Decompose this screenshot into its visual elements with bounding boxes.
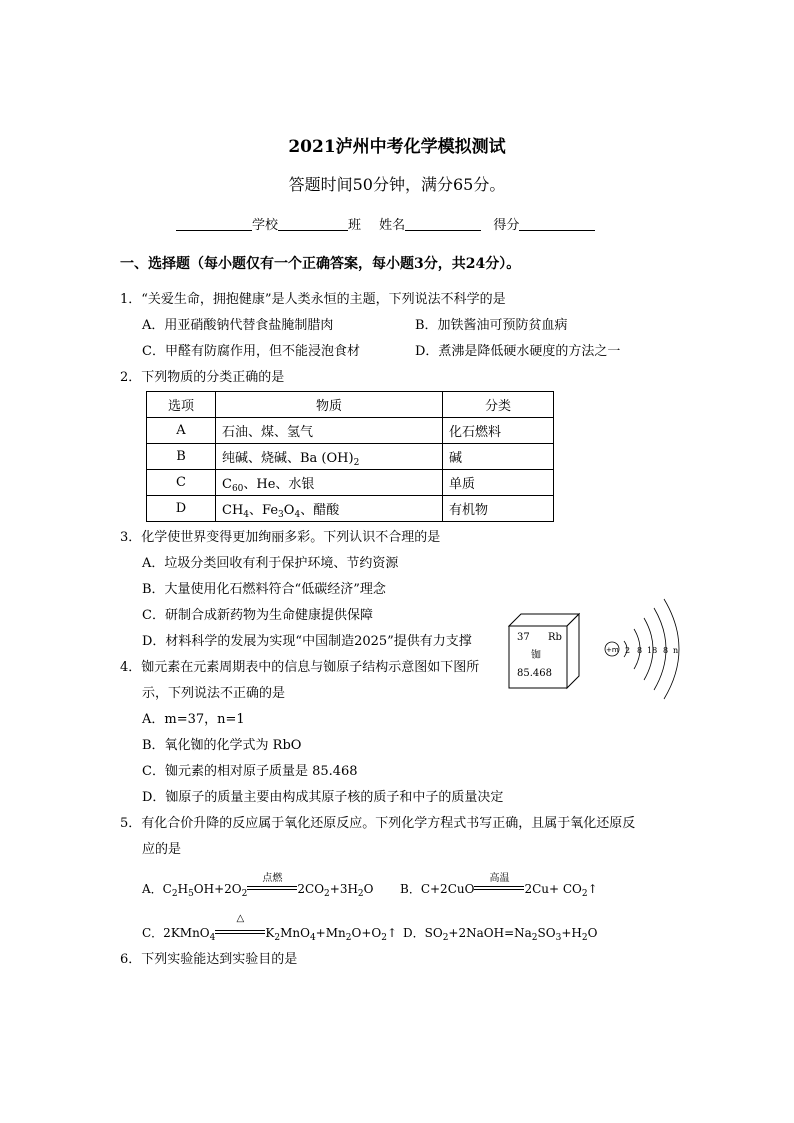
name-label: 姓名 bbox=[379, 218, 406, 233]
school-blank[interactable] bbox=[176, 217, 252, 231]
shell-2-count: 8 bbox=[637, 646, 643, 655]
q1-option-d: D．煮沸是降低硬水硬度的方法之一 bbox=[415, 344, 621, 359]
table-cell-substance: 纯碱、烧碱、Ba $(OH)_2$ bbox=[216, 444, 443, 470]
q3-option-d: D．材料科学的发展为实现“中国制造2025”提供有力支撑 bbox=[142, 634, 472, 649]
table-row bbox=[147, 418, 554, 444]
q5-option-c: C．2KMnO$_4$ △ $K_2MnO_4+Mn_2O+O_2↑$ bbox=[142, 913, 398, 943]
element-number: 37 bbox=[517, 632, 530, 643]
table-cell-option: C bbox=[147, 470, 216, 496]
name-blank[interactable] bbox=[405, 217, 481, 231]
table-cell-option: A bbox=[147, 418, 216, 444]
table-cell-category: 化石燃料 bbox=[443, 418, 554, 444]
student-info-fields bbox=[176, 214, 595, 233]
q3-option-b: B．大量使用化石燃料符合“低碳经济”理念 bbox=[142, 582, 386, 597]
q5-stem-line2: 应的是 bbox=[142, 842, 182, 857]
element-name: 铷 bbox=[531, 650, 541, 661]
class-blank[interactable] bbox=[278, 217, 348, 231]
reaction-arrow: △ bbox=[215, 925, 265, 937]
table-cell-substance: $CH_4$、$Fe_3O_4$、醋酸 bbox=[216, 496, 443, 522]
q1-option-c: C．甲醛有防腐作用，但不能浸泡食材 bbox=[142, 344, 360, 359]
table-row bbox=[147, 444, 554, 470]
element-symbol: Rb bbox=[548, 632, 562, 643]
q4-option-a: A．m=37，n=1 bbox=[142, 712, 245, 727]
q6-stem: 6．下列实验能达到实验目的是 bbox=[120, 952, 298, 967]
table-header-category: 分类 bbox=[443, 392, 554, 418]
q4-stem-line1: 4．铷元素在元素周期表中的信息与铷原子结构示意图如下图所 bbox=[120, 660, 480, 675]
shell-5-count: n bbox=[673, 646, 679, 655]
nucleus-label: +m bbox=[606, 646, 619, 654]
element-mass: 85.468 bbox=[517, 668, 552, 679]
table-header-row bbox=[147, 392, 554, 418]
table-cell-category: 单质 bbox=[443, 470, 554, 496]
table-row bbox=[147, 470, 554, 496]
table-header-option: 选项 bbox=[147, 392, 216, 418]
table-row bbox=[147, 496, 554, 522]
reaction-arrow: 高温 bbox=[474, 881, 524, 893]
table-cell-option: B bbox=[147, 444, 216, 470]
table-cell-substance: 石油、煤、氢气 bbox=[216, 418, 443, 444]
q4-stem-line2: 示，下列说法不正确的是 bbox=[142, 686, 286, 701]
shell-3-count: 18 bbox=[647, 646, 658, 655]
q4-option-b: B．氧化铷的化学式为 RbO bbox=[142, 738, 302, 753]
page-title: 2021泸州中考化学模拟测试 bbox=[288, 137, 506, 157]
classification-table bbox=[146, 391, 554, 522]
q1-stem: 1．“关爱生命，拥抱健康”是人类永恒的主题，下列说法不科学的是 bbox=[120, 292, 506, 307]
score-label: 得分 bbox=[493, 218, 520, 233]
q3-option-a: A．垃圾分类回收有利于保护环境、节约资源 bbox=[142, 556, 399, 571]
reaction-arrow: 点燃 bbox=[247, 881, 297, 893]
class-label: 班 bbox=[348, 218, 362, 233]
q1-option-a: A．用亚硝酸钠代替食盐腌制腊肉 bbox=[142, 318, 334, 333]
section-heading: 一、选择题（每小题仅有一个正确答案，每小题3分，共24分）。 bbox=[120, 256, 521, 272]
q5-stem-line1: 5．有化合价升降的反应属于氧化还原反应。下列化学方程式书写正确，且属于氧化还原反 bbox=[120, 816, 636, 831]
table-cell-category: 碱 bbox=[443, 444, 554, 470]
q3-stem: 3．化学使世界变得更加绚丽多彩。下列认识不合理的是 bbox=[120, 530, 441, 545]
q5-option-b: B．C+2CuO 高温 $2Cu+ CO_2↑$ bbox=[400, 873, 598, 899]
q4-option-d: D．铷原子的质量主要由构成其原子核的质子和中子的质量决定 bbox=[142, 790, 504, 805]
q3-option-c: C．研制合成新药物为生命健康提供保障 bbox=[142, 608, 373, 623]
table-header-substance: 物质 bbox=[216, 392, 443, 418]
table-cell-substance: $C_{60}$、He、水银 bbox=[216, 470, 443, 496]
table-cell-category: 有机物 bbox=[443, 496, 554, 522]
score-blank[interactable] bbox=[519, 217, 595, 231]
shell-4-count: 8 bbox=[663, 646, 669, 655]
q4-option-c: C．铷元素的相对原子质量是 85.468 bbox=[142, 764, 358, 779]
element-cell-figure bbox=[508, 612, 580, 690]
table-cell-option: D bbox=[147, 496, 216, 522]
q5-option-d: D．$SO_2+2NaOH=Na_2SO_3+H_2O$ bbox=[403, 926, 598, 943]
shell-1-count: 2 bbox=[625, 646, 631, 655]
q1-option-b: B．加铁酱油可预防贫血病 bbox=[415, 318, 568, 333]
exam-subtitle: 答题时间50分钟，满分65分。 bbox=[288, 175, 506, 194]
q5-option-a: A．$C_2H_5OH+2O_2$ 点燃 $2CO_2+3H_2O$ bbox=[142, 873, 374, 899]
atom-structure-diagram bbox=[600, 597, 692, 701]
q2-stem: 2．下列物质的分类正确的是 bbox=[120, 370, 285, 385]
school-label: 学校 bbox=[252, 218, 279, 233]
